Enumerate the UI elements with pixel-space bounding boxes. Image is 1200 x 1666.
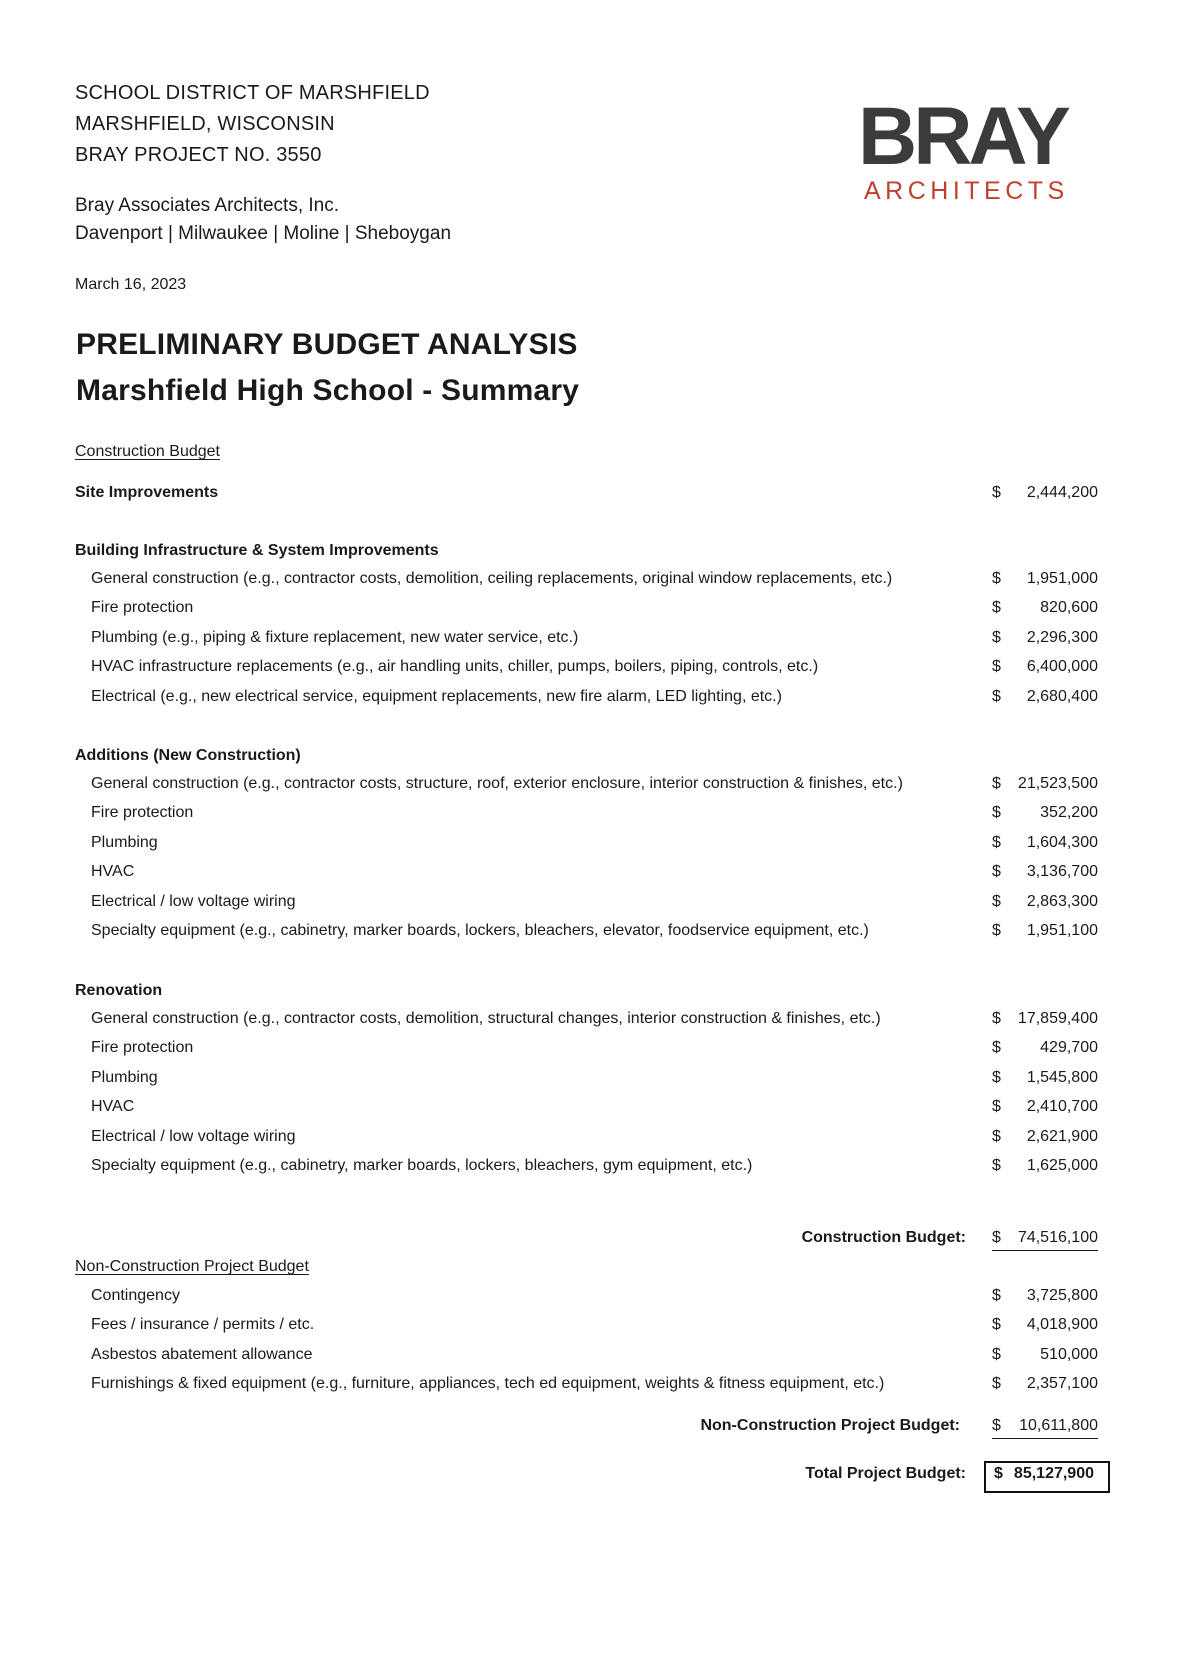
document-title: PRELIMINARY BUDGET ANALYSIS bbox=[76, 328, 578, 361]
nonconstruction-item-currency: $ bbox=[992, 1287, 1001, 1304]
renovation-item-label: Plumbing bbox=[91, 1068, 158, 1086]
renovation-item-label: HVAC bbox=[91, 1098, 135, 1116]
nonconstruction-item-label: Fees / insurance / permits / etc. bbox=[91, 1316, 315, 1334]
site-improvements-currency: $ bbox=[992, 484, 1001, 501]
construction-budget-heading: Construction Budget bbox=[75, 443, 220, 460]
infrastructure-item-currency: $ bbox=[992, 570, 1001, 587]
renovation-item-amount: 2,621,900 bbox=[1026, 1127, 1098, 1145]
site-improvements-label: Site Improvements bbox=[75, 484, 219, 501]
renovation-item-currency: $ bbox=[992, 1039, 1001, 1057]
infrastructure-item-label: HVAC infrastructure replacements (e.g., air handling units, chiller, pumps, boilers, piping, controls, etc.) bbox=[91, 658, 819, 676]
nonconstruction-item-label: Contingency bbox=[91, 1287, 180, 1304]
renovation-item-currency: $ bbox=[992, 1010, 1001, 1027]
district-name: SCHOOL DISTRICT OF MARSHFIELD bbox=[75, 82, 430, 104]
nonconstruction-item-label: Asbestos abatement allowance bbox=[91, 1345, 313, 1363]
renovation-item-currency: $ bbox=[992, 1127, 1001, 1145]
nonconstruction-item-amount: 3,725,800 bbox=[1026, 1287, 1098, 1304]
additions-item-amount: 21,523,500 bbox=[1017, 775, 1098, 792]
renovation-item-amount: 2,410,700 bbox=[1026, 1098, 1098, 1116]
additions-item-currency: $ bbox=[992, 833, 1001, 851]
infrastructure-item-amount: 820,600 bbox=[1040, 599, 1098, 617]
infrastructure-heading: Building Infrastructure & System Improvements bbox=[75, 542, 439, 559]
additions-item-amount: 1,951,100 bbox=[1026, 922, 1098, 939]
nonconstruction-item-currency: $ bbox=[992, 1316, 1001, 1334]
renovation-item-label: Fire protection bbox=[91, 1039, 194, 1057]
infrastructure-item-currency: $ bbox=[992, 658, 1001, 676]
additions-item-currency: $ bbox=[992, 804, 1001, 822]
grand-total-amount: 85,127,900 bbox=[1013, 1465, 1094, 1482]
additions-item-amount: 3,136,700 bbox=[1026, 863, 1098, 881]
nonconstruction-item-amount: 2,357,100 bbox=[1026, 1375, 1098, 1393]
nonconstruction-item-label: Furnishings & fixed equipment (e.g., furniture, appliances, tech ed equipment, weights & fitness equipment, etc.) bbox=[91, 1375, 885, 1393]
additions-item-amount: 1,604,300 bbox=[1026, 833, 1098, 851]
infrastructure-item-label: Plumbing (e.g., piping & fixture replacement, new water service, etc.) bbox=[91, 628, 579, 646]
additions-item-currency: $ bbox=[992, 892, 1001, 910]
additions-item-currency: $ bbox=[992, 775, 1001, 792]
infrastructure-item-label: General construction (e.g., contractor costs, demolition, ceiling replacements, original window replacements, etc.) bbox=[91, 570, 893, 587]
infrastructure-item-label: Fire protection bbox=[91, 599, 194, 617]
construction-total-currency: $ bbox=[992, 1229, 1001, 1246]
document-date: March 16, 2023 bbox=[75, 276, 187, 293]
nonconstruction-item-currency: $ bbox=[992, 1345, 1001, 1363]
renovation-heading: Renovation bbox=[75, 982, 163, 999]
project-number: BRAY PROJECT NO. 3550 bbox=[75, 144, 322, 166]
infrastructure-item-label: Electrical (e.g., new electrical service, equipment replacements, new fire alarm, LED lighting, etc.) bbox=[91, 687, 782, 705]
construction-total-label: Construction Budget: bbox=[801, 1229, 966, 1246]
district-location: MARSHFIELD, WISCONSIN bbox=[75, 113, 335, 135]
additions-item-amount: 352,200 bbox=[1040, 804, 1098, 822]
nonconstruction-item-currency: $ bbox=[992, 1375, 1001, 1393]
additions-item-currency: $ bbox=[992, 922, 1001, 939]
infrastructure-item-amount: 1,951,000 bbox=[1026, 570, 1098, 587]
renovation-item-currency: $ bbox=[992, 1098, 1001, 1116]
infrastructure-item-currency: $ bbox=[992, 687, 1001, 705]
additions-item-amount: 2,863,300 bbox=[1026, 892, 1098, 910]
total-box bbox=[984, 1461, 1110, 1493]
bray-logo bbox=[858, 91, 1088, 210]
additions-item-label: Electrical / low voltage wiring bbox=[91, 892, 296, 910]
renovation-item-label: General construction (e.g., contractor costs, demolition, structural changes, interior construction & finishes, etc.) bbox=[91, 1010, 881, 1027]
infrastructure-item-amount: 6,400,000 bbox=[1026, 658, 1098, 676]
nonconstruction-heading: Non-Construction Project Budget bbox=[75, 1258, 309, 1275]
infrastructure-item-amount: 2,680,400 bbox=[1026, 687, 1098, 705]
nonconstruction-item-amount: 510,000 bbox=[1040, 1345, 1098, 1363]
firm-info bbox=[75, 192, 451, 248]
additions-item-label: Specialty equipment (e.g., cabinetry, marker boards, lockers, bleachers, elevator, foodservice equipment, etc.) bbox=[91, 922, 869, 939]
nonconstruction-total-currency: $ bbox=[992, 1417, 1001, 1434]
additions-heading: Additions (New Construction) bbox=[75, 747, 301, 764]
logo-wordmark: BRAY bbox=[858, 91, 1067, 182]
renovation-item-currency: $ bbox=[992, 1157, 1001, 1174]
renovation-item-label: Specialty equipment (e.g., cabinetry, marker boards, lockers, bleachers, gym equipment, etc.) bbox=[91, 1157, 753, 1174]
infrastructure-item-amount: 2,296,300 bbox=[1026, 628, 1098, 646]
renovation-item-currency: $ bbox=[992, 1068, 1001, 1086]
grand-total-label: Total Project Budget: bbox=[805, 1465, 966, 1482]
infrastructure-item-currency: $ bbox=[992, 599, 1001, 617]
project-header bbox=[75, 78, 430, 171]
document-subtitle: Marshfield High School - Summary bbox=[76, 374, 580, 407]
additions-item-label: Plumbing bbox=[91, 833, 158, 851]
additions-item-currency: $ bbox=[992, 863, 1001, 881]
additions-item-label: General construction (e.g., contractor costs, structure, roof, exterior enclosure, interior construction & finishes, etc.) bbox=[91, 775, 903, 792]
logo-subtitle: ARCHITECTS bbox=[864, 177, 1069, 205]
nonconstruction-total-underline bbox=[992, 1420, 1098, 1439]
renovation-item-amount: 1,625,000 bbox=[1026, 1157, 1098, 1174]
infrastructure-item-currency: $ bbox=[992, 628, 1001, 646]
additions-item-label: Fire protection bbox=[91, 804, 194, 822]
renovation-item-amount: 17,859,400 bbox=[1017, 1010, 1098, 1027]
site-improvements-amount: 2,444,200 bbox=[1026, 484, 1098, 501]
construction-total-amount: 74,516,100 bbox=[1017, 1229, 1098, 1246]
construction-total-underline bbox=[992, 1232, 1098, 1251]
nonconstruction-item-amount: 4,018,900 bbox=[1026, 1316, 1098, 1334]
additions-item-label: HVAC bbox=[91, 863, 135, 881]
renovation-item-amount: 429,700 bbox=[1040, 1039, 1098, 1057]
firm-offices: Davenport | Milwaukee | Moline | Sheboygan bbox=[75, 223, 452, 244]
nonconstruction-total-amount: 10,611,800 bbox=[1019, 1417, 1098, 1434]
grand-total-currency: $ bbox=[994, 1465, 1003, 1482]
nonconstruction-total-label: Non-Construction Project Budget: bbox=[700, 1417, 960, 1434]
renovation-item-amount: 1,545,800 bbox=[1026, 1068, 1098, 1086]
firm-name: Bray Associates Architects, Inc. bbox=[75, 195, 339, 216]
renovation-item-label: Electrical / low voltage wiring bbox=[91, 1127, 296, 1145]
